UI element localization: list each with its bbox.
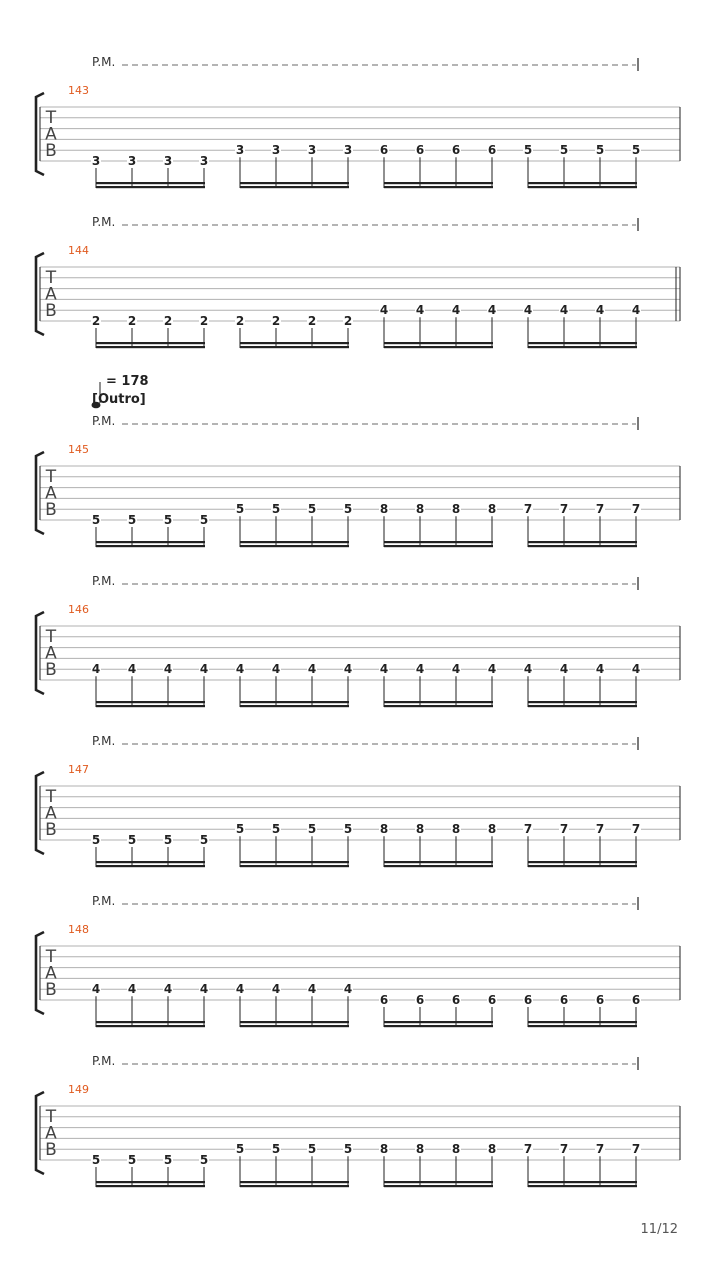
fret-number: 7 <box>559 502 569 517</box>
fret-number: 4 <box>559 303 569 318</box>
fret-number: 4 <box>127 662 137 677</box>
beam-secondary <box>96 705 205 707</box>
fret-number: 4 <box>415 662 425 677</box>
beam-secondary <box>384 865 493 867</box>
beam-secondary <box>384 1025 493 1027</box>
beam-primary <box>96 541 205 543</box>
beam-secondary <box>528 865 637 867</box>
beam-secondary <box>240 186 349 188</box>
measure-number: 144 <box>68 244 89 257</box>
fret-number: 5 <box>271 1142 281 1157</box>
beam-primary <box>384 701 493 703</box>
fret-number: 4 <box>595 662 605 677</box>
fret-number: 2 <box>271 314 281 328</box>
tab-clef-letter: A <box>45 1123 57 1144</box>
beam-primary <box>528 1181 637 1183</box>
fret-number: 3 <box>127 154 137 168</box>
beam-secondary <box>528 346 637 348</box>
fret-number: 4 <box>559 662 569 677</box>
beam-primary <box>240 1181 349 1183</box>
palm-mute-label: P.M. <box>92 1054 116 1068</box>
tab-clef-letter: B <box>45 660 57 680</box>
fret-number: 4 <box>379 662 389 677</box>
tab-clef-letter: A <box>45 643 57 664</box>
palm-mute-label: P.M. <box>92 414 116 428</box>
fret-number: 2 <box>91 314 101 328</box>
fret-number: 8 <box>379 822 389 837</box>
tab-clef-letter: T <box>45 947 57 967</box>
tab-clef-letter: A <box>45 803 57 824</box>
palm-mute-label: P.M. <box>92 215 116 229</box>
fret-number: 4 <box>379 303 389 318</box>
fret-number: 7 <box>523 502 533 517</box>
fret-number: 5 <box>343 502 353 517</box>
fret-number: 5 <box>343 1142 353 1157</box>
fret-number: 6 <box>631 993 641 1007</box>
fret-number: 8 <box>487 1142 497 1157</box>
fret-number: 2 <box>235 314 245 328</box>
tab-clef-letter: A <box>45 284 57 305</box>
measure-number: 143 <box>68 84 89 97</box>
fret-number: 5 <box>199 1153 209 1167</box>
fret-number: 6 <box>523 993 533 1007</box>
tab-clef-letter: A <box>45 963 57 984</box>
fret-number: 4 <box>523 662 533 677</box>
beam-secondary <box>96 545 205 547</box>
fret-number: 4 <box>451 662 461 677</box>
fret-number: 3 <box>163 154 173 168</box>
beam-primary <box>96 182 205 184</box>
beam-primary <box>528 861 637 863</box>
fret-number: 2 <box>127 314 137 328</box>
fret-number: 5 <box>235 502 245 517</box>
fret-number: 5 <box>631 143 641 158</box>
beam-primary <box>240 342 349 344</box>
palm-mute-label: P.M. <box>92 55 116 69</box>
tab-clef-letter: B <box>45 1140 57 1160</box>
fret-number: 5 <box>91 513 101 527</box>
fret-number: 4 <box>163 662 173 677</box>
tab-clef-letter: T <box>45 787 57 807</box>
fret-number: 4 <box>163 982 173 997</box>
fret-number: 6 <box>379 143 389 158</box>
fret-number: 4 <box>307 662 317 677</box>
fret-number: 7 <box>559 1142 569 1157</box>
beam-primary <box>384 182 493 184</box>
beam-secondary <box>96 186 205 188</box>
fret-number: 7 <box>595 1142 605 1157</box>
fret-number: 4 <box>127 982 137 997</box>
fret-number: 5 <box>163 513 173 527</box>
fret-number: 6 <box>415 143 425 158</box>
fret-number: 4 <box>235 982 245 997</box>
fret-number: 4 <box>91 982 101 997</box>
fret-number: 8 <box>379 1142 389 1157</box>
measure-number: 145 <box>68 443 89 456</box>
beam-secondary <box>528 186 637 188</box>
beam-secondary <box>384 1185 493 1187</box>
fret-number: 6 <box>451 143 461 158</box>
fret-number: 5 <box>307 1142 317 1157</box>
fret-number: 6 <box>487 143 497 158</box>
fret-number: 5 <box>163 833 173 847</box>
fret-number: 4 <box>487 662 497 677</box>
fret-number: 8 <box>415 1142 425 1157</box>
fret-number: 7 <box>631 1142 641 1157</box>
measure-number: 146 <box>68 603 89 616</box>
beam-secondary <box>528 545 637 547</box>
beam-secondary <box>240 346 349 348</box>
page-number: 11/12 <box>640 1222 678 1237</box>
fret-number: 5 <box>127 1153 137 1167</box>
beam-primary <box>96 1021 205 1023</box>
beam-secondary <box>384 545 493 547</box>
fret-number: 7 <box>559 822 569 837</box>
fret-number: 3 <box>307 143 317 158</box>
beam-primary <box>528 1021 637 1023</box>
fret-number: 6 <box>415 993 425 1007</box>
beam-primary <box>240 701 349 703</box>
fret-number: 4 <box>343 982 353 997</box>
tab-clef-letter: B <box>45 820 57 840</box>
fret-number: 5 <box>91 833 101 847</box>
beam-secondary <box>384 705 493 707</box>
beam-primary <box>240 1021 349 1023</box>
beam-primary <box>240 541 349 543</box>
fret-number: 4 <box>199 662 209 677</box>
tab-clef-letter: B <box>45 980 57 1000</box>
beam-secondary <box>96 346 205 348</box>
fret-number: 5 <box>343 822 353 837</box>
fret-number: 6 <box>487 993 497 1007</box>
fret-number: 4 <box>631 303 641 318</box>
fret-number: 5 <box>199 513 209 527</box>
fret-number: 3 <box>271 143 281 158</box>
fret-number: 4 <box>343 662 353 677</box>
fret-number: 5 <box>271 822 281 837</box>
fret-number: 3 <box>343 143 353 158</box>
fret-number: 7 <box>595 502 605 517</box>
beam-primary <box>384 1181 493 1183</box>
palm-mute-label: P.M. <box>92 894 116 908</box>
beam-primary <box>384 541 493 543</box>
tab-clef-letter: A <box>45 124 57 145</box>
beam-primary <box>528 182 637 184</box>
beam-secondary <box>96 865 205 867</box>
fret-number: 8 <box>415 822 425 837</box>
tab-clef-letter: B <box>45 301 57 321</box>
fret-number: 8 <box>379 502 389 517</box>
fret-number: 7 <box>631 822 641 837</box>
fret-number: 2 <box>199 314 209 328</box>
fret-number: 4 <box>199 982 209 997</box>
tab-clef-letter: T <box>45 268 57 288</box>
fret-number: 5 <box>199 833 209 847</box>
tab-clef-letter: T <box>45 467 57 487</box>
beam-primary <box>240 182 349 184</box>
measure-number: 149 <box>68 1083 89 1096</box>
beam-secondary <box>384 186 493 188</box>
beam-secondary <box>384 346 493 348</box>
beam-secondary <box>240 1025 349 1027</box>
fret-number: 3 <box>235 143 245 158</box>
fret-number: 5 <box>523 143 533 158</box>
fret-number: 2 <box>307 314 317 328</box>
fret-number: 2 <box>343 314 353 328</box>
fret-number: 5 <box>271 502 281 517</box>
fret-number: 5 <box>235 1142 245 1157</box>
fret-number: 8 <box>487 822 497 837</box>
fret-number: 4 <box>91 662 101 677</box>
fret-number: 3 <box>199 154 209 168</box>
fret-number: 7 <box>631 502 641 517</box>
fret-number: 4 <box>523 303 533 318</box>
fret-number: 4 <box>451 303 461 318</box>
fret-number: 5 <box>91 1153 101 1167</box>
beam-secondary <box>240 545 349 547</box>
fret-number: 2 <box>163 314 173 328</box>
fret-number: 5 <box>127 833 137 847</box>
fret-number: 4 <box>415 303 425 318</box>
fret-number: 5 <box>595 143 605 158</box>
tab-clef-letter: B <box>45 141 57 161</box>
fret-number: 8 <box>451 1142 461 1157</box>
beam-primary <box>240 861 349 863</box>
fret-number: 5 <box>235 822 245 837</box>
tempo-marking: = 178 <box>106 374 149 389</box>
fret-number: 5 <box>559 143 569 158</box>
measure-number: 147 <box>68 763 89 776</box>
fret-number: 4 <box>307 982 317 997</box>
beam-secondary <box>528 1025 637 1027</box>
fret-number: 4 <box>487 303 497 318</box>
beam-primary <box>96 861 205 863</box>
fret-number: 6 <box>559 993 569 1007</box>
fret-number: 8 <box>451 822 461 837</box>
beam-primary <box>96 1181 205 1183</box>
palm-mute-label: P.M. <box>92 734 116 748</box>
tab-clef-letter: A <box>45 483 57 504</box>
fret-number: 4 <box>235 662 245 677</box>
beam-secondary <box>96 1185 205 1187</box>
measure-number: 148 <box>68 923 89 936</box>
fret-number: 7 <box>595 822 605 837</box>
beam-primary <box>384 342 493 344</box>
beam-secondary <box>240 1185 349 1187</box>
fret-number: 4 <box>595 303 605 318</box>
beam-primary <box>384 861 493 863</box>
tab-clef-letter: T <box>45 627 57 647</box>
section-label: [Outro] <box>92 392 146 407</box>
fret-number: 4 <box>271 662 281 677</box>
fret-number: 5 <box>163 1153 173 1167</box>
fret-number: 8 <box>415 502 425 517</box>
beam-primary <box>528 342 637 344</box>
beam-primary <box>96 342 205 344</box>
beam-secondary <box>240 865 349 867</box>
fret-number: 5 <box>307 502 317 517</box>
fret-number: 7 <box>523 822 533 837</box>
tab-clef-letter: T <box>45 108 57 128</box>
beam-primary <box>384 1021 493 1023</box>
fret-number: 8 <box>451 502 461 517</box>
fret-number: 4 <box>271 982 281 997</box>
beam-secondary <box>528 705 637 707</box>
fret-number: 4 <box>631 662 641 677</box>
beam-primary <box>96 701 205 703</box>
tab-clef-letter: B <box>45 500 57 520</box>
fret-number: 3 <box>91 154 101 168</box>
beam-primary <box>528 541 637 543</box>
beam-secondary <box>528 1185 637 1187</box>
tab-clef-letter: T <box>45 1107 57 1127</box>
beam-primary <box>528 701 637 703</box>
fret-number: 6 <box>451 993 461 1007</box>
beam-secondary <box>96 1025 205 1027</box>
beam-secondary <box>240 705 349 707</box>
fret-number: 7 <box>523 1142 533 1157</box>
palm-mute-label: P.M. <box>92 574 116 588</box>
fret-number: 5 <box>307 822 317 837</box>
fret-number: 8 <box>487 502 497 517</box>
fret-number: 6 <box>595 993 605 1007</box>
fret-number: 6 <box>379 993 389 1007</box>
fret-number: 5 <box>127 513 137 527</box>
